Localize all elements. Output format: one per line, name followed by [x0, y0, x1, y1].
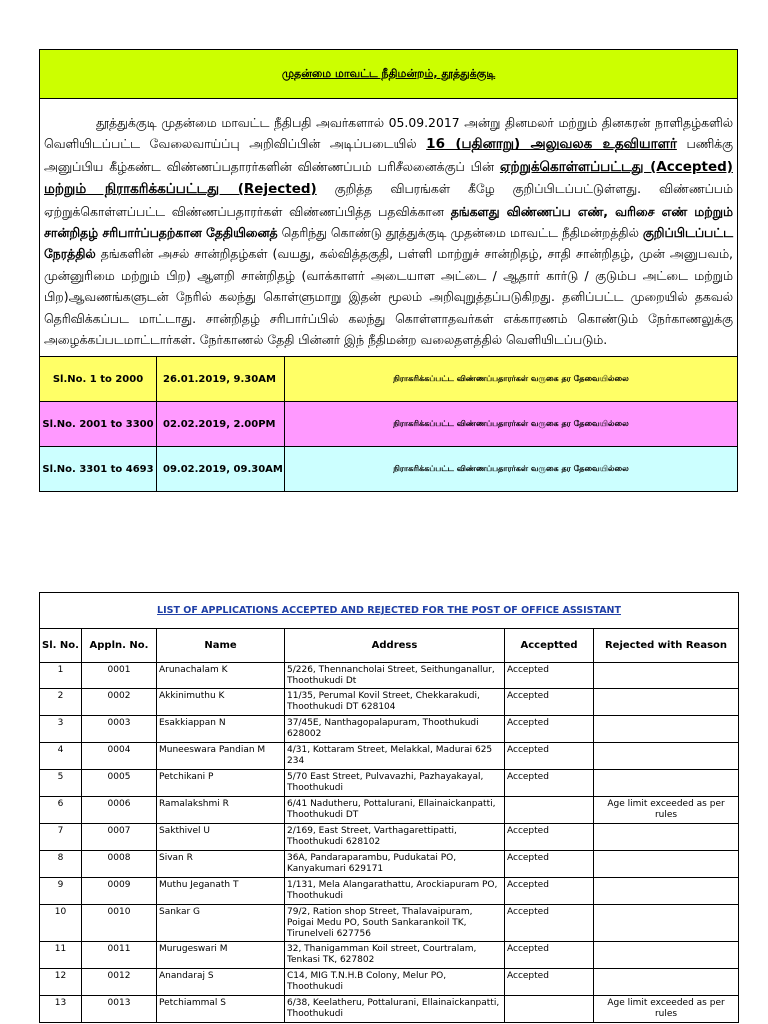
appln-no-cell: 0009 [82, 878, 157, 905]
schedule-row [40, 402, 738, 447]
name-cell: Akkinimuthu K [157, 689, 285, 716]
header-row [40, 629, 739, 663]
name-cell: Sivan R [157, 851, 285, 878]
schedule-range: Sl.No. 3301 to 4693 [40, 447, 157, 492]
header-sl-no: Sl. No. [40, 629, 82, 663]
name-cell: Muneeswara Pandian M [157, 743, 285, 770]
schedule-note: நிராகரிக்கப்பட்ட விண்ணப்பதாரர்கள் வருகை தர தேவையில்லை [285, 357, 738, 402]
rejected-reason-cell [594, 824, 739, 851]
accepted-cell: Accepted [505, 851, 594, 878]
table-row [40, 743, 739, 770]
notice-paragraph [44, 112, 733, 350]
address-cell: 36A, Pandaraparambu, Pudukatai PO, Kanyakumari 629171 [285, 851, 505, 878]
appln-no-cell: 0012 [82, 969, 157, 996]
schedule-note: நிராகரிக்கப்பட்ட விண்ணப்பதாரர்கள் வருகை தர தேவையில்லை [285, 402, 738, 447]
rejected-reason-cell [594, 663, 739, 689]
accepted-cell: Accepted [505, 878, 594, 905]
address-cell: C14, MIG T.N.H.B Colony, Melur PO, Thoothukudi [285, 969, 505, 996]
address-cell: 4/31, Kottaram Street, Melakkal, Madurai 625 234 [285, 743, 505, 770]
accepted-cell [505, 797, 594, 824]
accepted-cell: Accepted [505, 770, 594, 797]
rejected-reason-cell [594, 851, 739, 878]
schedule-datetime: 26.01.2019, 9.30AM [157, 357, 285, 402]
accepted-cell: Accepted [505, 689, 594, 716]
rejected-reason-cell: Age limit exceeded as per rules [594, 996, 739, 1023]
sl-no-cell: 8 [40, 851, 82, 878]
table-row [40, 716, 739, 743]
accepted-cell: Accepted [505, 905, 594, 942]
table-row [40, 770, 739, 797]
appln-no-cell: 0008 [82, 851, 157, 878]
specified-time-phrase: குறிப்பிடப்பட்ட நேரத்தில் [44, 225, 733, 262]
name-cell: Sankar G [157, 905, 285, 942]
rejected-reason-cell [594, 770, 739, 797]
notice-text-3: குறித்த விபரங்கள் கீழே குறிப்பிடப்பட்டுள்ளது. விண்ணப்பம் ஏற்றுக்கொள்ளப்பட்ட விண்ணப்பதாரர்கள் விண்ணப்பித்த பதவிக்கான [44, 181, 733, 219]
notice-body [40, 99, 738, 357]
accepted-cell: Accepted [505, 743, 594, 770]
applications-table [39, 592, 739, 1023]
address-cell: 5/70 East Street, Pulvavazhi, Pazhayakayal, Thoothukudi [285, 770, 505, 797]
name-cell: Esakkiappan N [157, 716, 285, 743]
table-body [40, 663, 739, 1023]
sl-no-cell: 5 [40, 770, 82, 797]
schedule-range: Sl.No. 1 to 2000 [40, 357, 157, 402]
sl-no-cell: 9 [40, 878, 82, 905]
name-cell: Muthu Jeganath T [157, 878, 285, 905]
appln-no-cell: 0007 [82, 824, 157, 851]
notice-table [39, 49, 738, 357]
sl-no-cell: 3 [40, 716, 82, 743]
accepted-cell [505, 996, 594, 1023]
schedule-note: நிராகரிக்கப்பட்ட விண்ணப்பதாரர்கள் வருகை தர தேவையில்லை [285, 447, 738, 492]
table-row [40, 996, 739, 1023]
sl-no-cell: 6 [40, 797, 82, 824]
name-cell: Ramalakshmi R [157, 797, 285, 824]
sl-no-cell: 10 [40, 905, 82, 942]
table-row [40, 851, 739, 878]
address-cell: 6/41 Nadutheru, Pottalurani, Ellainaickanpatti, Thoothukudi DT [285, 797, 505, 824]
appln-no-cell: 0011 [82, 942, 157, 969]
appln-no-cell: 0003 [82, 716, 157, 743]
table-row [40, 878, 739, 905]
accepted-cell: Accepted [505, 969, 594, 996]
address-cell: 6/38, Keelatheru, Pottalurani, Ellainaickanpatti, Thoothukudi [285, 996, 505, 1023]
appln-no-cell: 0010 [82, 905, 157, 942]
table-row [40, 969, 739, 996]
header-rejected-reason: Rejected with Reason [594, 629, 739, 663]
appln-no-cell: 0004 [82, 743, 157, 770]
address-cell: 2/169, East Street, Varthagarettipatti, Thoothukudi 628102 [285, 824, 505, 851]
rejected-reason-cell [594, 689, 739, 716]
sl-no-cell: 2 [40, 689, 82, 716]
address-cell: 1/131, Mela Alangarathattu, Arockiapuram PO, Thoothukudi [285, 878, 505, 905]
sl-no-cell: 12 [40, 969, 82, 996]
notice-text-1: தூத்துக்குடி முதன்மை மாவட்ட நீதிபதி அவர்களால் 05.09.2017 அன்று தினமலர் மற்றும் தினகரன் நாளிதழ்களில் வெளியிடப்பட்ட வேலைவாய்ப்பு அறிவிப்பின் அடிப்படையில் [44, 115, 733, 152]
schedule-datetime: 09.02.2019, 09.30AM [157, 447, 285, 492]
table-row [40, 689, 739, 716]
table-row [40, 942, 739, 969]
sl-no-cell: 13 [40, 996, 82, 1023]
rejected-reason-cell: Age limit exceeded as per rules [594, 797, 739, 824]
header-address: Address [285, 629, 505, 663]
rejected-reason-cell [594, 905, 739, 942]
header-accepted: Acceptted [505, 629, 594, 663]
notice-text-5: தங்களின் அசல் சான்றிதழ்கள் (வயது, கல்வித்தகுதி, பள்ளி மாற்றுச் சான்றிதழ், சாதி சான்றிதழ், முன் அனுபவம், முன்னுரிமை மற்றும் பிற) ஆளறி சான்றிதழ் (வாக்காளர் அடையாள அட்டை / ஆதார் கார்டு / குடும்ப அட்டை மற்றும் பிற)ஆவணங்களுடன் நேரில் கலந்து கொள்ளுமாறு இதன் மூலம் அறிவுறுத்தப்படுகிறது. தனிப்பட்ட முறையில் தகவல் தெரிவிக்கப்பட மாட்டாது. சான்றிதழ் சரிபார்ப்பில் கலந்து கொள்ளாதவர்கள் எக்காரணம் கொண்டும் நேர்காணலுக்கு அழைக்கப்படமாட்டார்கள். நேர்காணல் தேதி பின்னர் இந் நீதிமன்ற வலைதளத்தில் வெளியிடப்படும். [44, 246, 733, 348]
notice-text-4: தெரிந்து கொண்டு தூத்துக்குடி முதன்மை மாவட்ட நீதிமன்றத்தில் [277, 225, 643, 241]
name-cell: Arunachalam K [157, 663, 285, 689]
accepted-cell: Accepted [505, 663, 594, 689]
header-name: Name [157, 629, 285, 663]
rejected-reason-cell [594, 942, 739, 969]
schedule-row [40, 447, 738, 492]
table-row [40, 905, 739, 942]
notice-text-2: பணிக்கு அனுப்பிய கீழ்கண்ட விண்ணப்பதாரர்களின் விண்ணப்பம் பரிசீலனைக்குப் பின் [44, 136, 733, 174]
name-cell: Murugeswari M [157, 942, 285, 969]
appln-no-cell: 0006 [82, 797, 157, 824]
address-cell: 37/45E, Nanthagopalapuram, Thoothukudi 628002 [285, 716, 505, 743]
appln-no-cell: 0005 [82, 770, 157, 797]
table-row [40, 663, 739, 689]
post-name: 16 (பதினாறு) அலுவலக உதவியாளர் [426, 136, 677, 153]
name-cell: Petchiammal S [157, 996, 285, 1023]
rejected-reason-cell [594, 743, 739, 770]
table-row [40, 824, 739, 851]
rejected-reason-cell [594, 878, 739, 905]
address-cell: 79/2, Ration shop Street, Thalavaipuram, Poigai Medu PO, South Sankarankoil TK, Tirunelveli 627756 [285, 905, 505, 942]
rejected-reason-cell [594, 716, 739, 743]
sl-no-cell: 4 [40, 743, 82, 770]
accepted-cell: Accepted [505, 824, 594, 851]
appln-no-cell: 0013 [82, 996, 157, 1023]
accepted-cell: Accepted [505, 942, 594, 969]
header-appln-no: Appln. No. [82, 629, 157, 663]
appln-no-cell: 0002 [82, 689, 157, 716]
sl-no-cell: 1 [40, 663, 82, 689]
list-title: LIST OF APPLICATIONS ACCEPTED AND REJECTED FOR THE POST OF OFFICE ASSISTANT [40, 593, 739, 629]
schedule-row [40, 357, 738, 402]
address-cell: 32, Thanigamman Koil street, Courtralam, Tenkasi TK, 627802 [285, 942, 505, 969]
schedule-range: Sl.No. 2001 to 3300 [40, 402, 157, 447]
appln-no-cell: 0001 [82, 663, 157, 689]
accepted-rejected-phrase: ஏற்றுக்கொள்ளப்பட்டது (Accepted) மற்றும் நிராகரிக்கப்பட்டது (Rejected) [44, 158, 733, 198]
name-cell: Anandaraj S [157, 969, 285, 996]
name-cell: Sakthivel U [157, 824, 285, 851]
accepted-cell: Accepted [505, 716, 594, 743]
application-number-phrase: தங்களது விண்ணப்ப எண், வரிசை எண் மற்றும் சான்றிதழ் சரிபார்ப்பதற்கான தேதியினைத் [44, 203, 733, 241]
schedule-table [39, 356, 738, 492]
address-cell: 5/226, Thennancholai Street, Seithunganallur, Thoothukudi Dt [285, 663, 505, 689]
rejected-reason-cell [594, 969, 739, 996]
address-cell: 11/35, Perumal Kovil Street, Chekkarakudi, Thoothukudi DT 628104 [285, 689, 505, 716]
schedule-datetime: 02.02.2019, 2.00PM [157, 402, 285, 447]
name-cell: Petchikani P [157, 770, 285, 797]
table-row [40, 797, 739, 824]
sl-no-cell: 7 [40, 824, 82, 851]
notice-title: முதன்மை மாவட்ட நீதிமன்றம், தூத்துக்குடி [40, 50, 738, 99]
sl-no-cell: 11 [40, 942, 82, 969]
